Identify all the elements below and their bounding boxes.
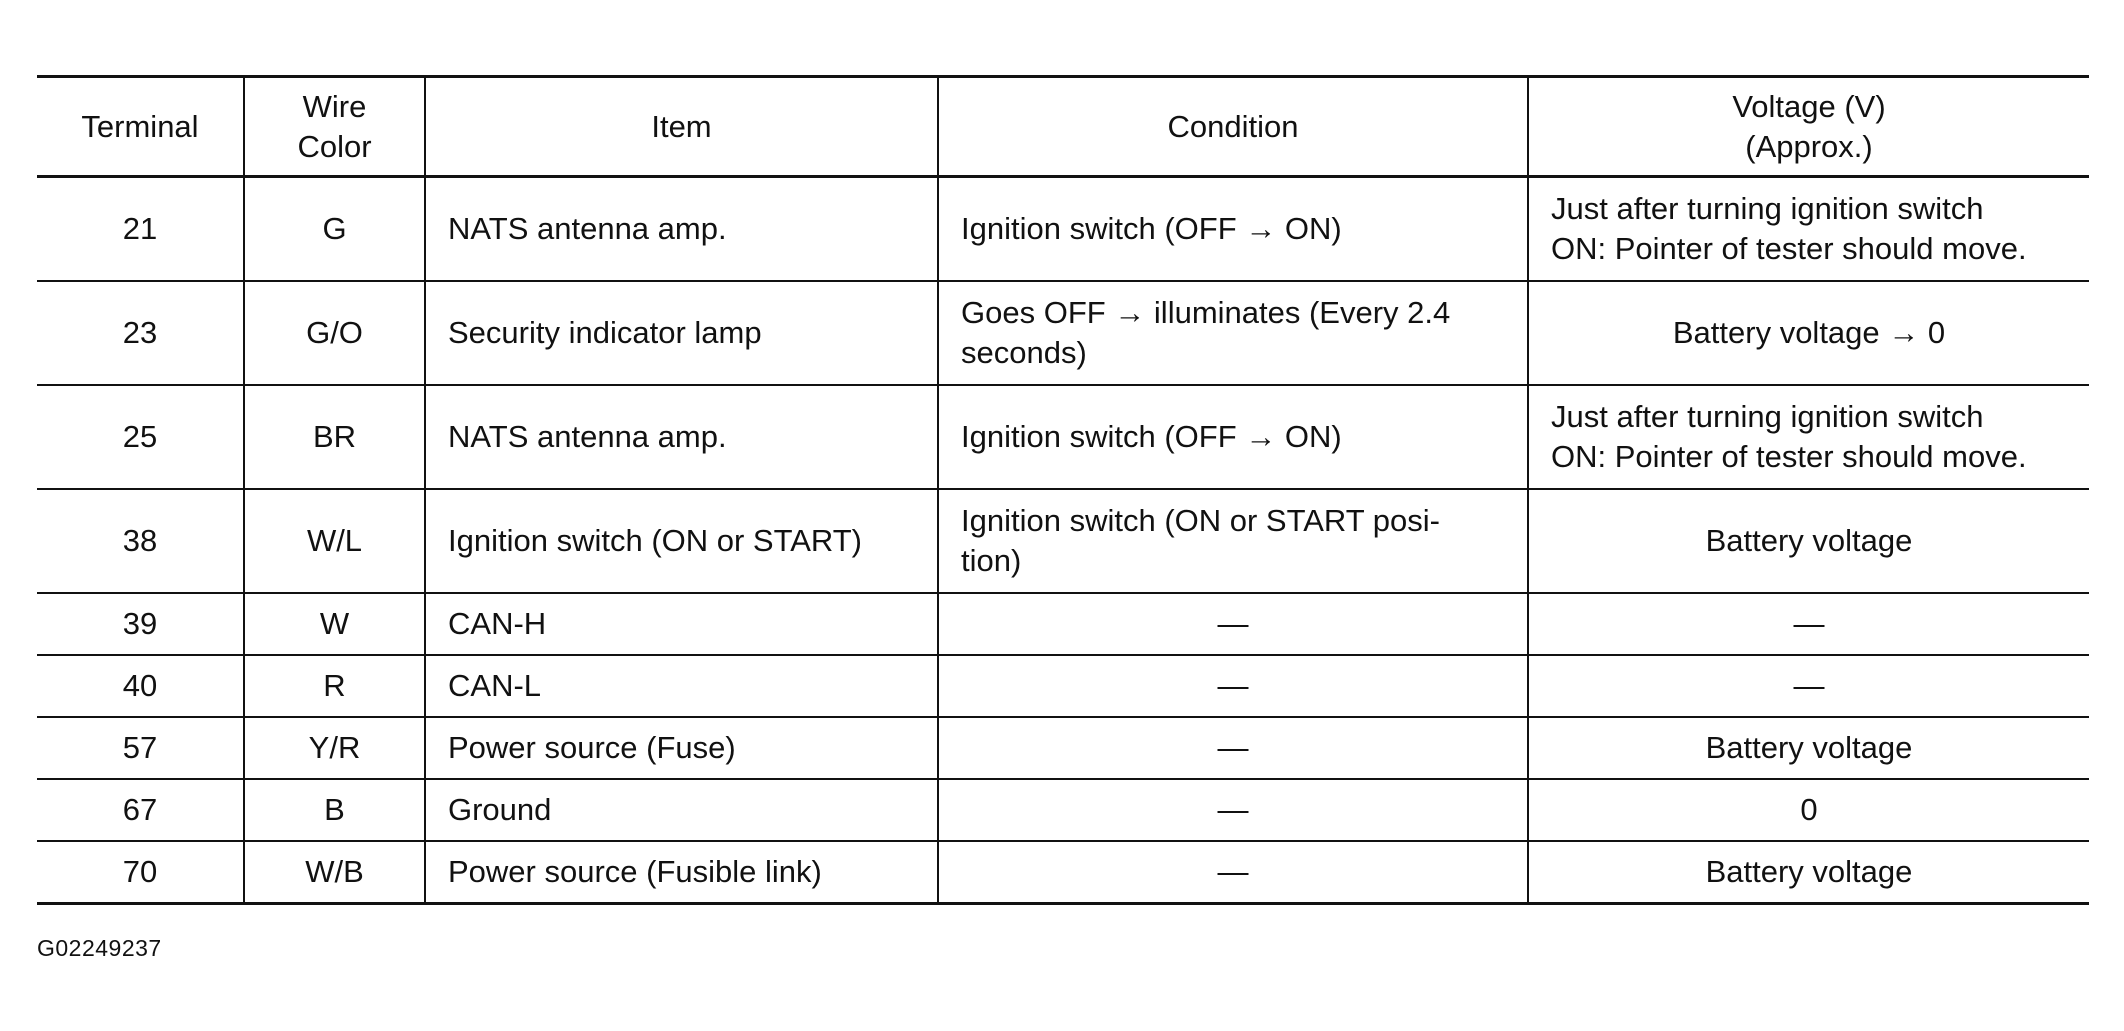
header-voltage	[1528, 77, 2089, 177]
item-cell: CAN-L	[425, 655, 938, 717]
voltage-cell	[1528, 489, 2089, 593]
voltage-cell-line: ON: Pointer of tester should move.	[1551, 231, 2027, 266]
voltage-cell	[1528, 177, 2089, 282]
voltage-cell-line: Just after turning ignition switch	[1551, 399, 1984, 434]
header-wire-color-line-1: Wire	[302, 88, 367, 124]
table-row	[37, 489, 2089, 593]
header-wire-color	[244, 77, 425, 177]
condition-cell	[938, 717, 1528, 779]
wire-color-cell: W/B	[244, 841, 425, 904]
condition-cell-line: tion)	[961, 543, 1022, 578]
voltage-cell	[1528, 779, 2089, 841]
voltage-cell	[1528, 281, 2089, 385]
wire-color-cell: Y/R	[244, 717, 425, 779]
voltage-cell-line: ON: Pointer of tester should move.	[1551, 439, 2027, 474]
wire-color-cell: W	[244, 593, 425, 655]
terminal-cell: 67	[37, 779, 244, 841]
voltage-cell	[1528, 655, 2089, 717]
item-cell: Power source (Fusible link)	[425, 841, 938, 904]
voltage-cell-line: Battery voltage	[1705, 854, 1913, 889]
voltage-cell-line: Just after turning ignition switch	[1551, 191, 1984, 226]
header-terminal: Terminal	[37, 77, 244, 177]
header-condition: Condition	[938, 77, 1528, 177]
terminal-cell: 57	[37, 717, 244, 779]
wire-color-cell: G	[244, 177, 425, 282]
wire-color-cell: R	[244, 655, 425, 717]
condition-cell-line: Ignition switch (OFF → ON)	[961, 211, 1342, 246]
terminal-voltage-sheet	[37, 75, 2089, 905]
item-cell: Power source (Fuse)	[425, 717, 938, 779]
voltage-cell	[1528, 385, 2089, 489]
table-row	[37, 177, 2089, 282]
condition-cell	[938, 177, 1528, 282]
table-row	[37, 779, 2089, 841]
header-wire-color-line-2: Color	[297, 128, 372, 164]
condition-cell-line: Goes OFF → illuminates (Every 2.4	[961, 295, 1451, 330]
header-item: Item	[425, 77, 938, 177]
item-cell: NATS antenna amp.	[425, 385, 938, 489]
condition-cell	[938, 841, 1528, 904]
voltage-cell	[1528, 717, 2089, 779]
terminal-cell: 39	[37, 593, 244, 655]
figure-id: G02249237	[37, 935, 162, 961]
item-cell: CAN-H	[425, 593, 938, 655]
condition-cell	[938, 385, 1528, 489]
voltage-cell-line: —	[1793, 668, 1825, 703]
wire-color-cell: BR	[244, 385, 425, 489]
condition-cell	[938, 593, 1528, 655]
wire-color-cell: B	[244, 779, 425, 841]
header-row	[37, 77, 2089, 177]
item-cell: Ignition switch (ON or START)	[425, 489, 938, 593]
terminal-cell: 21	[37, 177, 244, 282]
table-row	[37, 281, 2089, 385]
table-row	[37, 717, 2089, 779]
voltage-cell-line: Battery voltage	[1705, 730, 1913, 765]
terminal-voltage-table	[37, 75, 2089, 905]
condition-cell	[938, 779, 1528, 841]
table-row	[37, 841, 2089, 904]
condition-cell-line: —	[1217, 792, 1249, 827]
item-cell: NATS antenna amp.	[425, 177, 938, 282]
wire-color-cell: G/O	[244, 281, 425, 385]
header-voltage-line-1: Voltage (V)	[1732, 88, 1886, 124]
voltage-cell-line: 0	[1800, 792, 1818, 827]
header-voltage-line-2: (Approx.)	[1745, 128, 1873, 164]
terminal-cell: 23	[37, 281, 244, 385]
condition-cell	[938, 655, 1528, 717]
terminal-cell: 70	[37, 841, 244, 904]
condition-cell-line: seconds)	[961, 335, 1087, 370]
terminal-cell: 25	[37, 385, 244, 489]
condition-cell-line: —	[1217, 730, 1249, 765]
item-cell: Ground	[425, 779, 938, 841]
condition-cell-line: Ignition switch (ON or START posi-	[961, 503, 1440, 538]
condition-cell	[938, 281, 1528, 385]
voltage-cell-line: —	[1793, 606, 1825, 641]
terminal-cell: 40	[37, 655, 244, 717]
table-row	[37, 655, 2089, 717]
table-row	[37, 385, 2089, 489]
voltage-cell-line: Battery voltage	[1705, 523, 1913, 558]
table-body	[37, 177, 2089, 904]
terminal-cell: 38	[37, 489, 244, 593]
table-row	[37, 593, 2089, 655]
condition-cell-line: —	[1217, 668, 1249, 703]
condition-cell-line: —	[1217, 606, 1249, 641]
wire-color-cell: W/L	[244, 489, 425, 593]
condition-cell-line: —	[1217, 854, 1249, 889]
condition-cell-line: Ignition switch (OFF → ON)	[961, 419, 1342, 454]
condition-cell	[938, 489, 1528, 593]
voltage-cell	[1528, 841, 2089, 904]
item-cell: Security indicator lamp	[425, 281, 938, 385]
voltage-cell-line: Battery voltage → 0	[1672, 315, 1946, 350]
voltage-cell	[1528, 593, 2089, 655]
